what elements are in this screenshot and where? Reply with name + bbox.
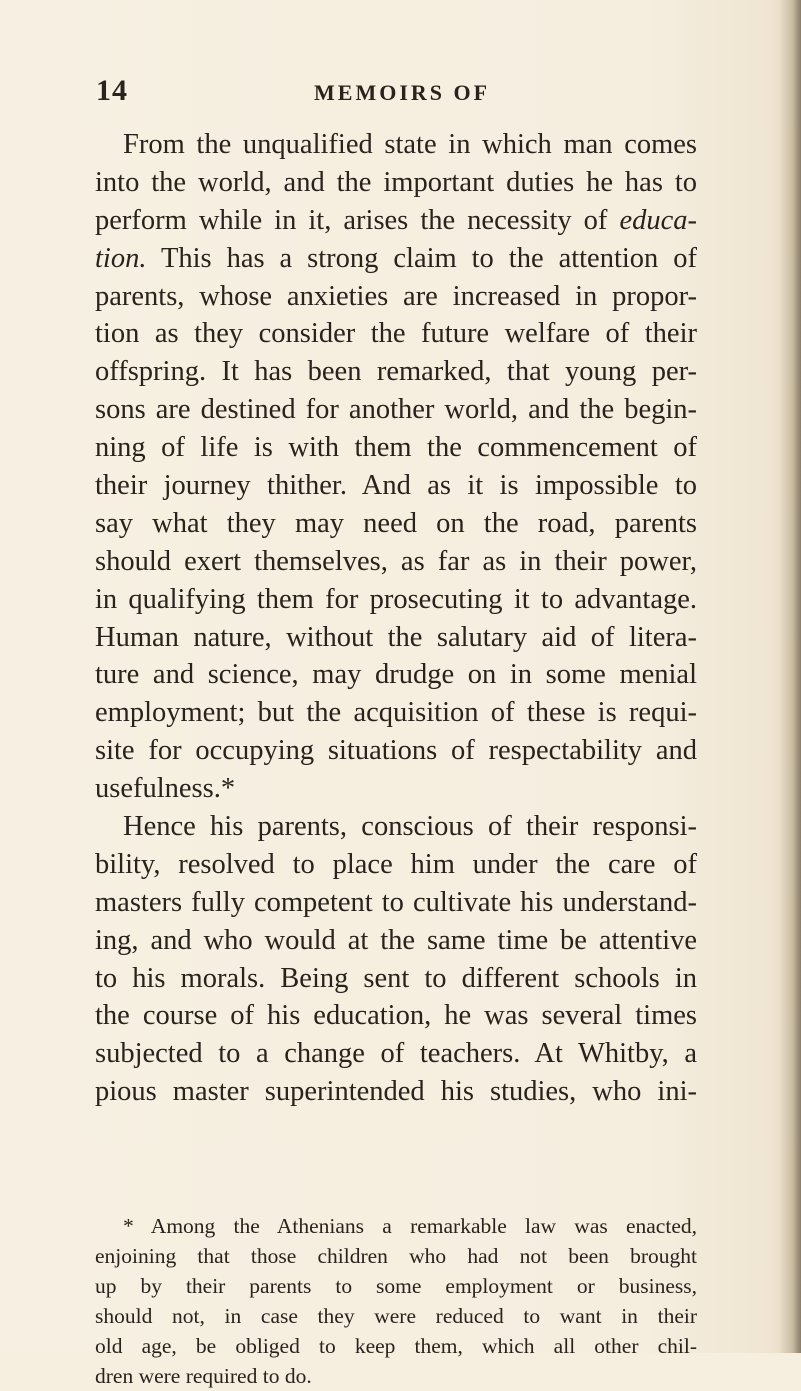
footnote-line: enjoining that those children who had not been brought — [95, 1244, 697, 1268]
text-line: site for occupying situations of respectability and — [95, 735, 697, 767]
running-head: MEMOIRS OF — [314, 80, 491, 105]
body-text — [95, 126, 697, 1111]
text-line: tion. This has a strong claim to the attention of — [95, 242, 697, 274]
text-line: bility, resolved to place him under the care of — [95, 848, 697, 880]
text-line: should exert themselves, as far as in their power, — [95, 545, 697, 577]
text-line: the course of his education, he was several times — [95, 1000, 697, 1032]
text-line: to his morals. Being sent to different schools in — [95, 962, 697, 994]
italic-word: educa- — [619, 204, 698, 236]
footnote-line: up by their parents to some employment or business, — [95, 1274, 697, 1298]
page-edge-shadow — [779, 0, 801, 1353]
text-line: pious master superintended his studies, who ini- — [95, 1076, 697, 1108]
footnote-line: * Among the Athenians a remarkable law was enacted, — [123, 1214, 697, 1238]
text-line: sons are destined for another world, and the begin- — [95, 394, 697, 426]
text-line: Hence his parents, conscious of their responsi- — [123, 811, 697, 843]
footnote-line: dren were required to do. — [95, 1364, 312, 1388]
text-line: ning of life is with them the commencement of — [95, 432, 697, 464]
footnote-line: old age, be obliged to keep them, which all other chil- — [95, 1334, 697, 1358]
page-header — [96, 74, 716, 114]
footnote-line: should not, in case they were reduced to want in their — [95, 1304, 697, 1328]
text-line: their journey thither. And as it is impossible to — [95, 470, 697, 502]
text-line: parents, whose anxieties are increased in propor- — [95, 280, 697, 312]
page-number: 14 — [96, 74, 128, 107]
text-line: masters fully competent to cultivate his understand- — [95, 886, 697, 918]
text-line: tion as they consider the future welfare of their — [95, 318, 697, 350]
text-line: From the unqualified state in which man comes — [123, 129, 697, 160]
text-line: in qualifying them for prosecuting it to advantage. — [95, 583, 697, 615]
text-line: usefulness.* — [95, 773, 236, 805]
text-line: into the world, and the important duties he has to — [95, 166, 697, 198]
text-line: subjected to a change of teachers. At Whitby, a — [95, 1038, 697, 1070]
text-line: offspring. It has been remarked, that young per- — [95, 356, 697, 388]
text-line: say what they may need on the road, parents — [95, 507, 697, 539]
text-line: Human nature, without the salutary aid of litera- — [95, 621, 697, 653]
text-line: ture and science, may drudge on in some menial — [95, 659, 697, 691]
text-line: ing, and who would at the same time be attentive — [95, 924, 697, 956]
footnote — [95, 1211, 697, 1391]
italic-word: tion. — [95, 242, 147, 274]
text-line: employment; but the acquisition of these is requi- — [95, 697, 697, 729]
text-line: perform while in it, arises the necessity of educa- — [95, 204, 698, 236]
